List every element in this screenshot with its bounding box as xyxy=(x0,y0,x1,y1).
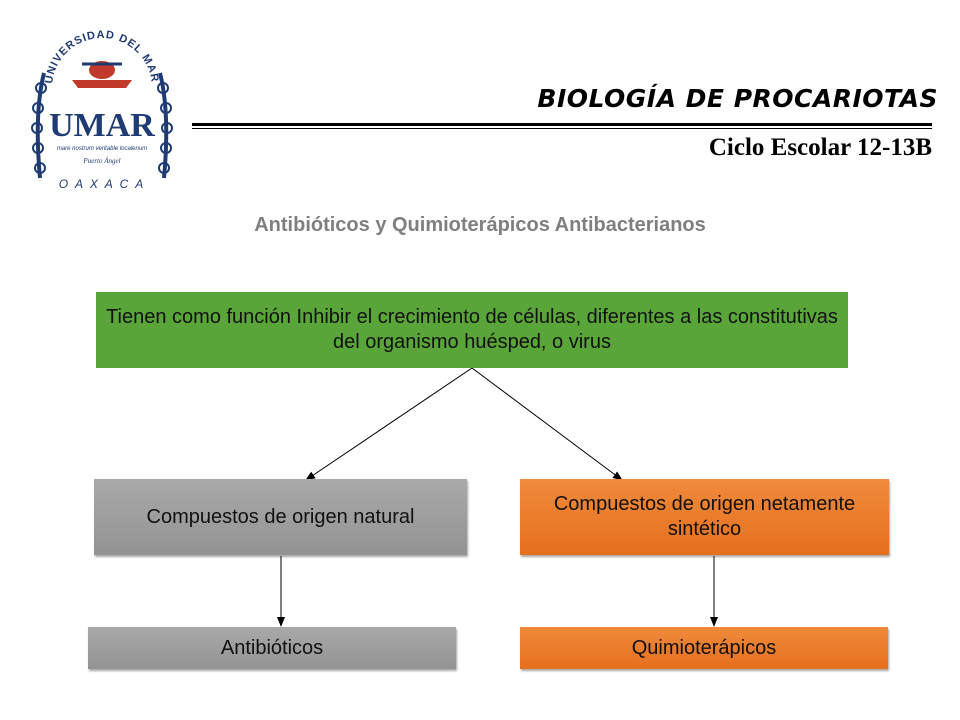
arrow-root-to-natural xyxy=(306,368,472,480)
title-divider-thin xyxy=(192,128,932,129)
logo-arc-text: UNIVERSIDAD DEL MAR xyxy=(43,28,161,85)
chemotherapeutics-box: Quimioterápicos xyxy=(520,627,888,669)
antibiotics-box: Antibióticos xyxy=(88,627,456,669)
umar-seal-icon xyxy=(22,18,182,198)
svg-text:Puerto Ángel: Puerto Ángel xyxy=(83,157,121,165)
root-definition-box: Tienen como función Inhibir el crecimiento de células, diferentes a las constitutivas del organismo huésped, o virus xyxy=(96,292,848,368)
svg-text:mare nostrum veritable localen: mare nostrum veritable localenum xyxy=(56,146,148,152)
university-logo xyxy=(22,18,182,198)
slide-subtitle: Antibióticos y Quimioterápicos Antibacterianos xyxy=(254,214,706,236)
arrow-root-to-synthetic xyxy=(472,368,622,480)
course-title: BIOLOGÍA DE PROCARIOTAS xyxy=(537,84,938,113)
logo-monogram: UMAR xyxy=(49,107,155,144)
school-cycle: Ciclo Escolar 12-13B xyxy=(708,134,932,161)
natural-origin-box: Compuestos de origen natural xyxy=(94,479,467,555)
svg-text:O A X A C A: O A X A C A xyxy=(58,177,146,191)
title-divider xyxy=(192,123,932,126)
synthetic-origin-box: Compuestos de origen netamente sintético xyxy=(520,479,889,555)
